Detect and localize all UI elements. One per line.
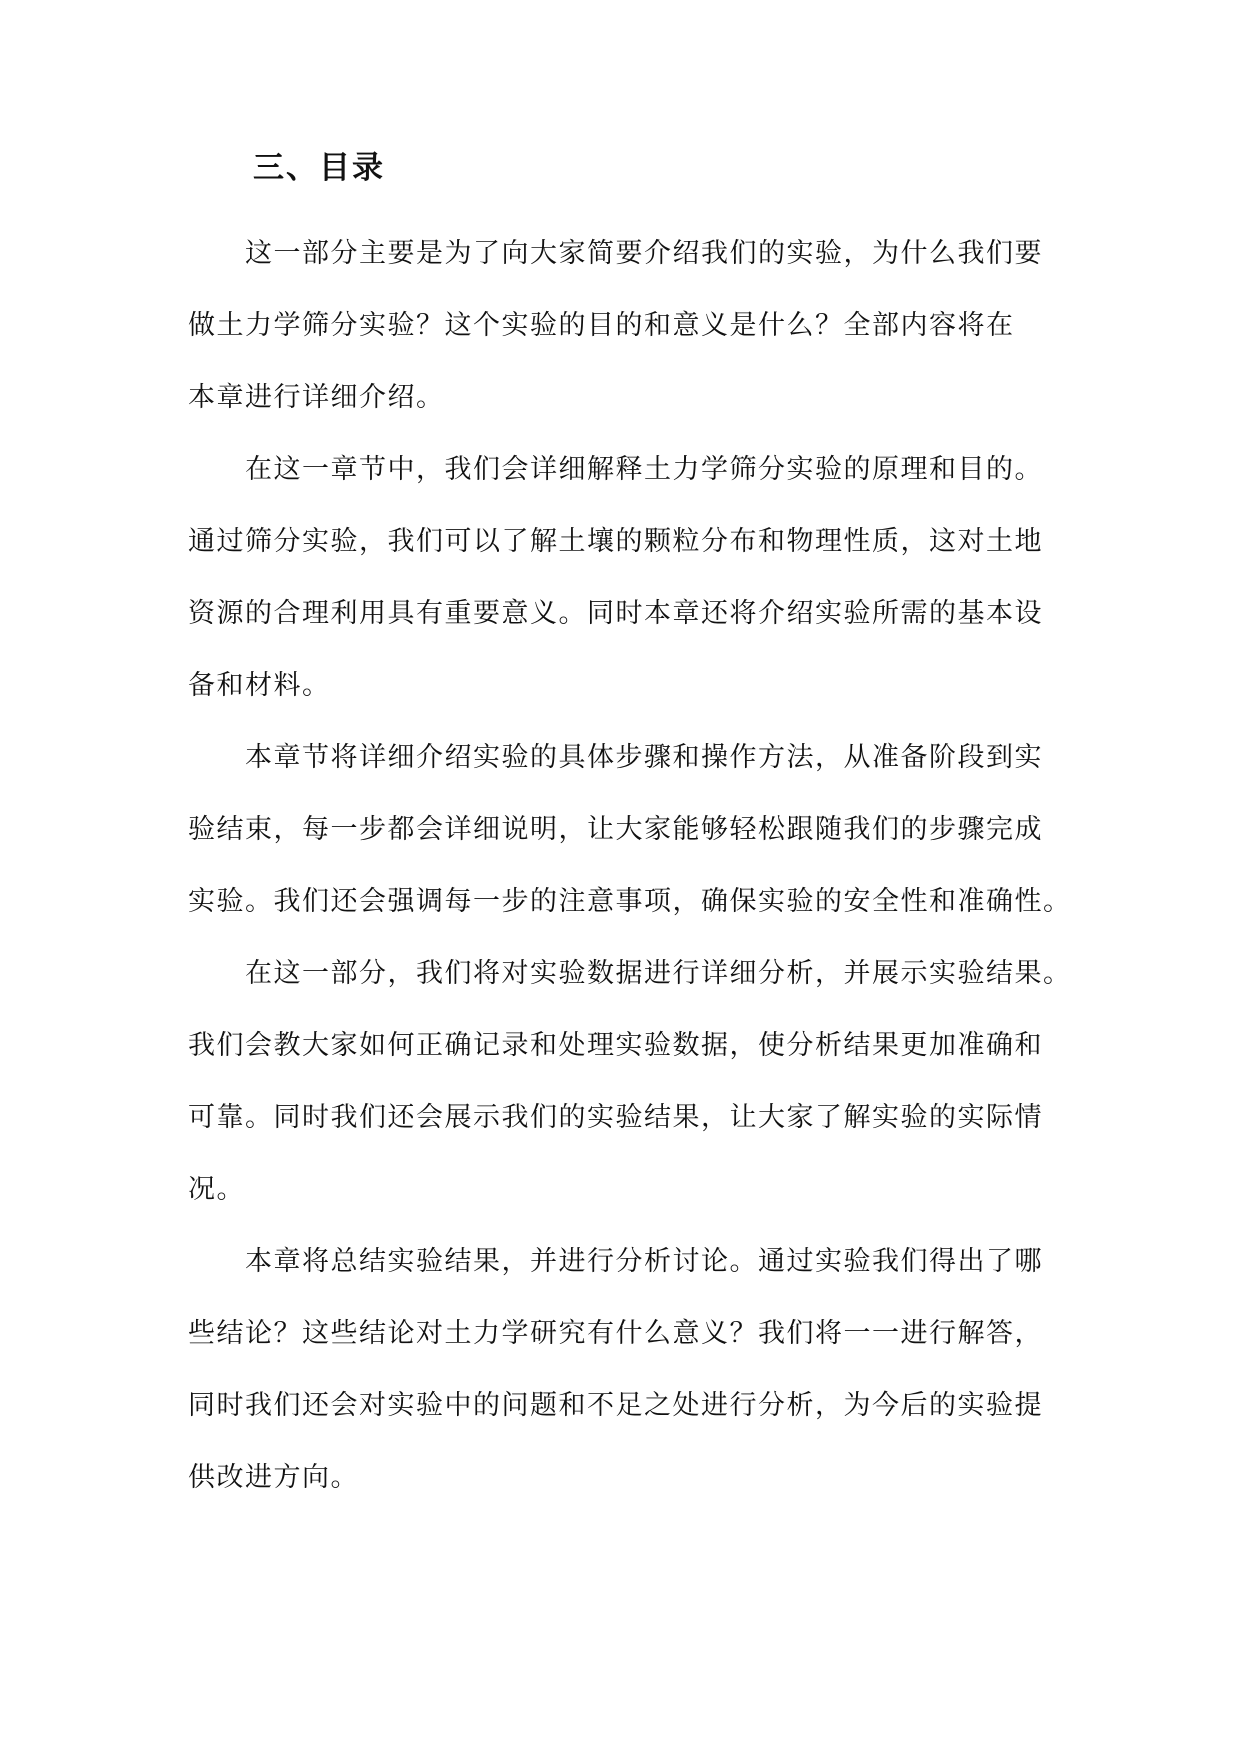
text-line: 本章将总结实验结果，并进行分析讨论。通过实验我们得出了哪 bbox=[245, 1246, 1043, 1277]
text-line: 在这一章节中，我们会详细解释土力学筛分实验的原理和目的。 bbox=[245, 454, 1043, 485]
text-line: 可靠。同时我们还会展示我们的实验结果，让大家了解实验的实际情 bbox=[188, 1102, 1043, 1133]
text-line: 备和材料。 bbox=[188, 670, 331, 701]
text-line: 本章节将详细介绍实验的具体步骤和操作方法，从准备阶段到实 bbox=[245, 742, 1043, 773]
text-line: 同时我们还会对实验中的问题和不足之处进行分析，为今后的实验提 bbox=[188, 1390, 1043, 1421]
text-line: 在这一部分，我们将对实验数据进行详细分析，并展示实验结果。 bbox=[245, 958, 1072, 989]
text-line: 些结论？这些结论对土力学研究有什么意义？我们将一一进行解答， bbox=[188, 1318, 1043, 1349]
text-line: 况。 bbox=[188, 1174, 245, 1205]
text-line: 这一部分主要是为了向大家简要介绍我们的实验，为什么我们要 bbox=[245, 238, 1043, 269]
text-line: 本章进行详细介绍。 bbox=[188, 382, 445, 413]
text-line: 供改进方向。 bbox=[188, 1462, 359, 1493]
text-line: 资源的合理利用具有重要意义。同时本章还将介绍实验所需的基本设 bbox=[188, 598, 1043, 629]
text-line: 通过筛分实验，我们可以了解土壤的颗粒分布和物理性质，这对土地 bbox=[188, 526, 1043, 557]
text-line: 我们会教大家如何正确记录和处理实验数据，使分析结果更加准确和 bbox=[188, 1030, 1043, 1061]
text-line: 验结束，每一步都会详细说明，让大家能够轻松跟随我们的步骤完成 bbox=[188, 814, 1043, 845]
section-heading: 三、目录 bbox=[253, 150, 385, 186]
text-line: 实验。我们还会强调每一步的注意事项，确保实验的安全性和准确性。 bbox=[188, 886, 1072, 917]
text-line: 做土力学筛分实验？这个实验的目的和意义是什么？全部内容将在 bbox=[188, 310, 1015, 341]
